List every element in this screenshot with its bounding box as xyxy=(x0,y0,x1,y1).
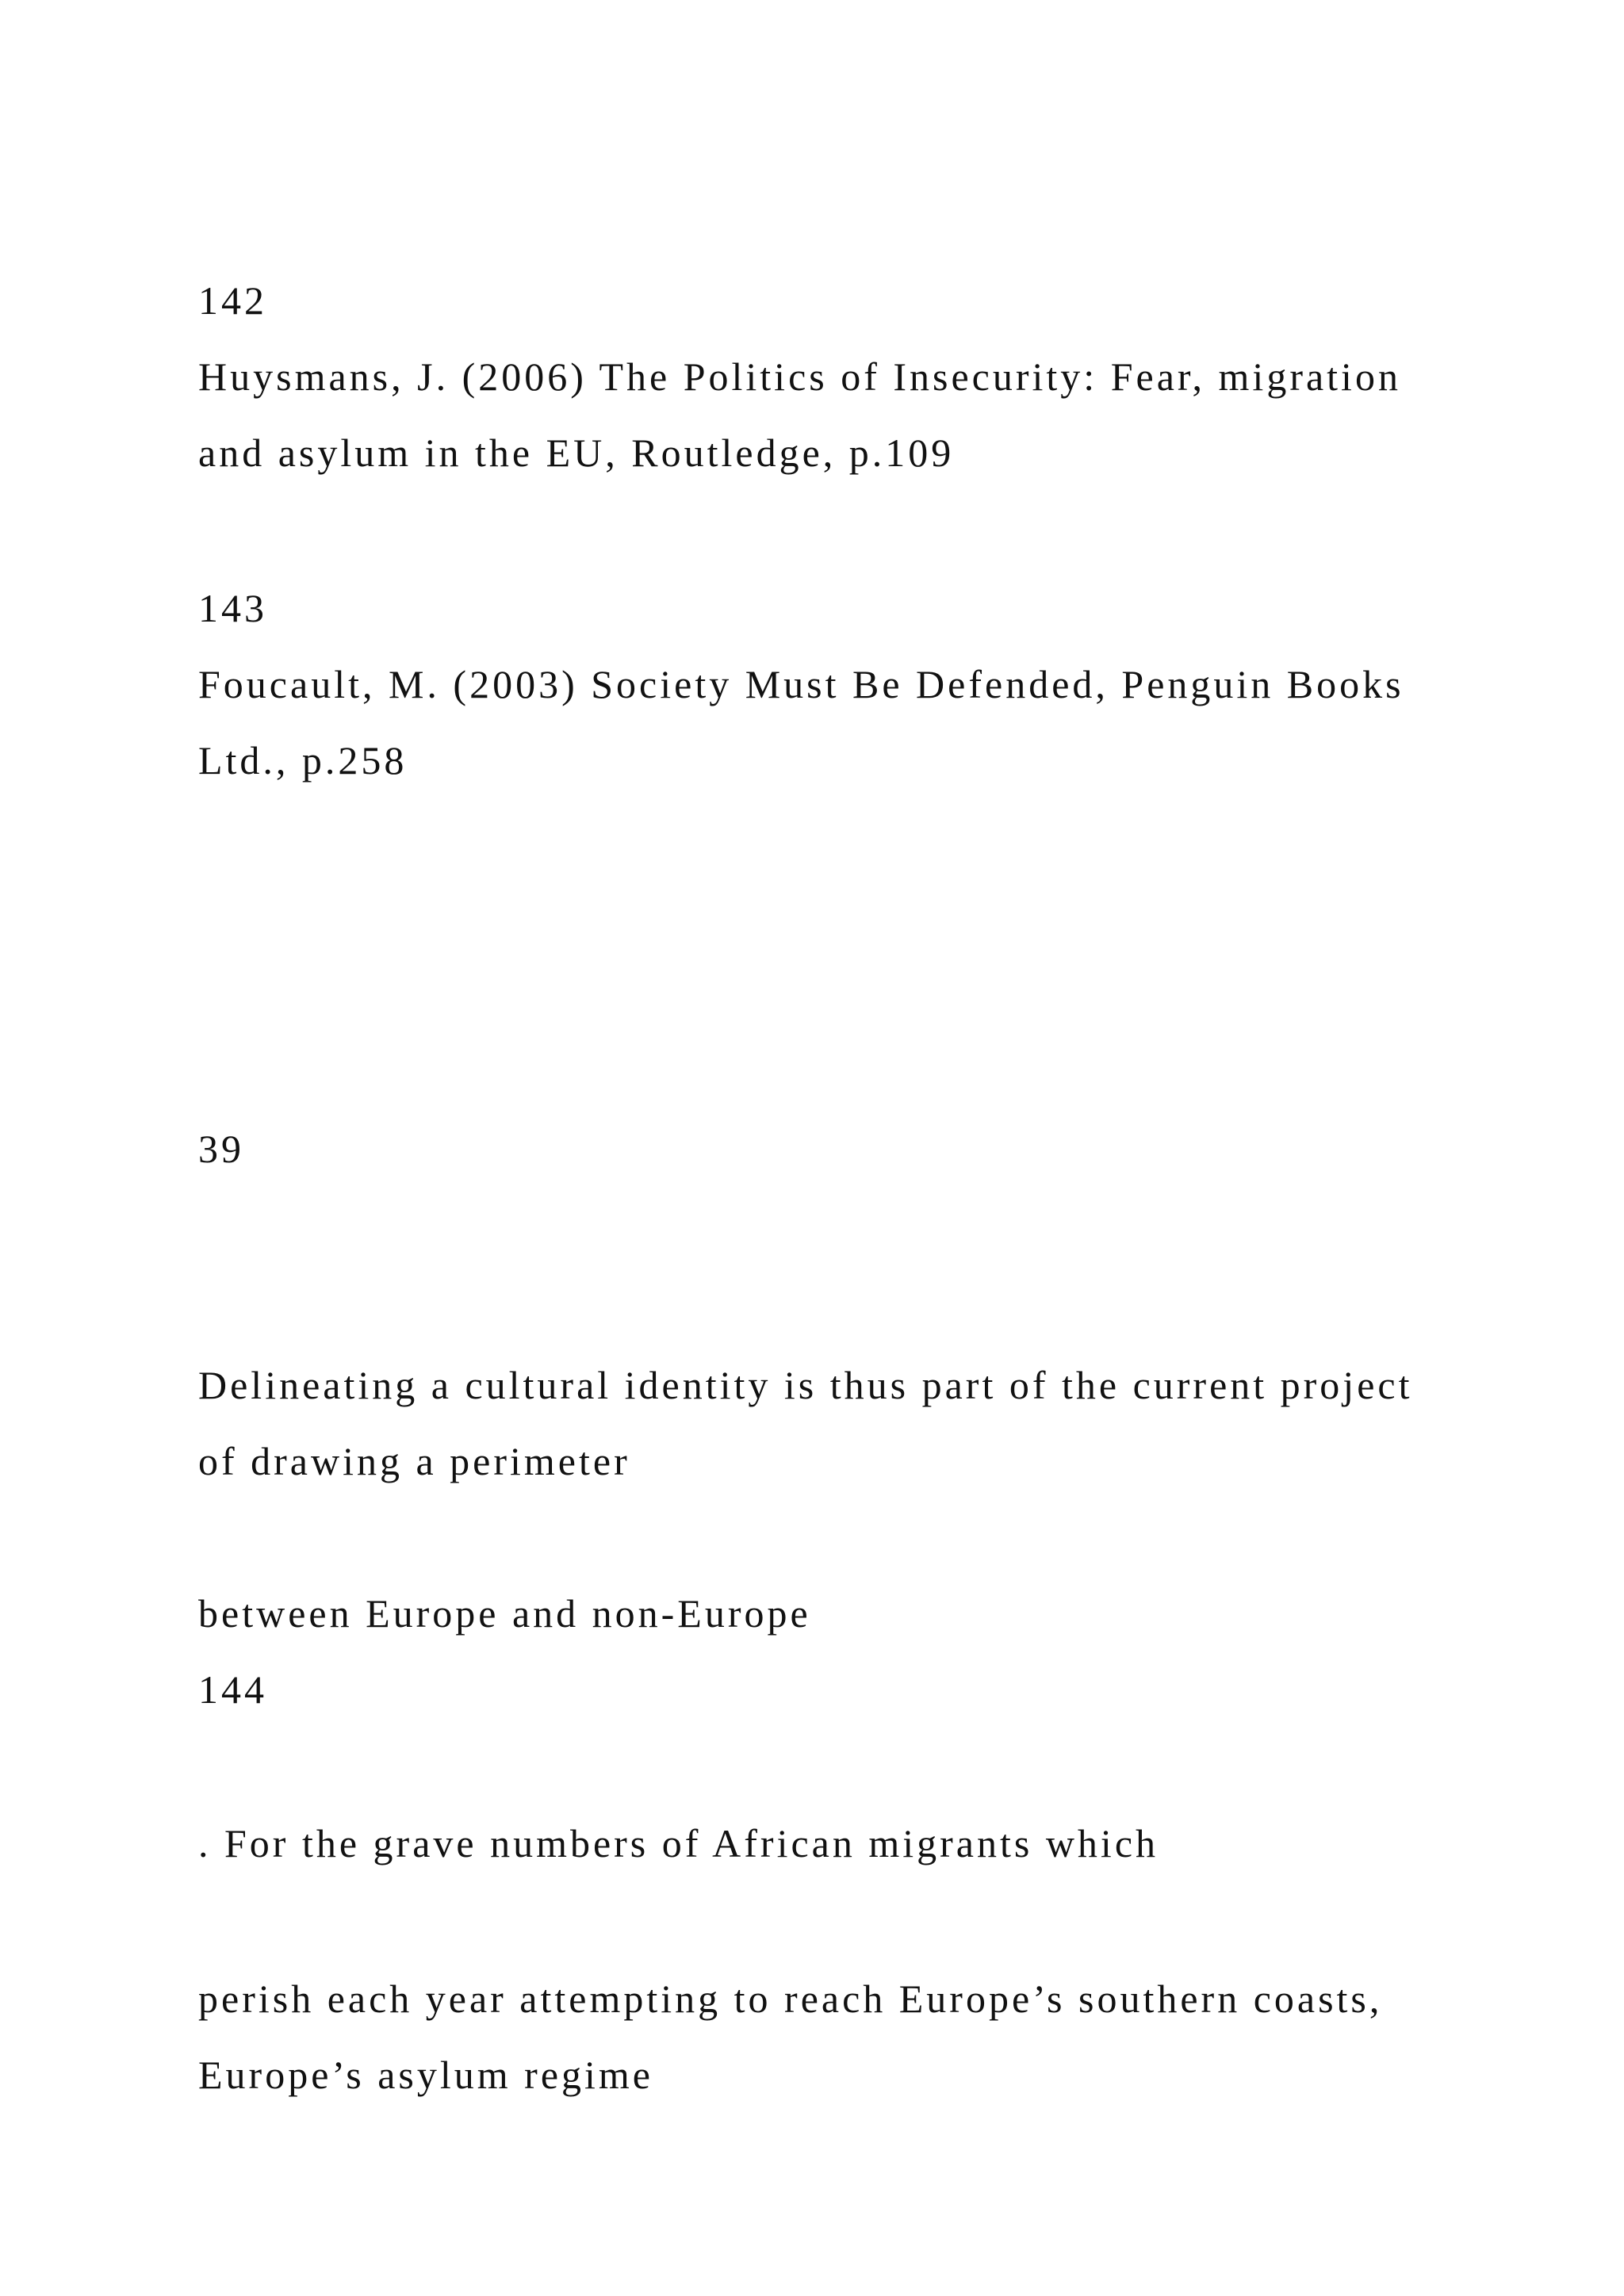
body-text-line: between Europe and non-Europe xyxy=(198,1591,811,1636)
body-text-line: of drawing a perimeter xyxy=(198,1439,630,1483)
footnote-reference-144: 144 xyxy=(198,1667,267,1712)
body-text-line: perish each year attempting to reach Europe’s southern coasts, xyxy=(198,1976,1383,2021)
page-number: 39 xyxy=(198,1127,244,1171)
footnote-142-line-2: and asylum in the EU, Routledge, p.109 xyxy=(198,430,955,475)
footnote-142-line-1: Huysmans, J. (2006) The Politics of Insecurity: Fear, migration xyxy=(198,354,1401,399)
body-text-line: Europe’s asylum regime xyxy=(198,2053,653,2097)
body-text-line: Delineating a cultural identity is thus part of the current project xyxy=(198,1363,1413,1407)
footnote-143-line-2: Ltd., p.258 xyxy=(198,738,408,783)
body-text-line: . For the grave numbers of African migrants which xyxy=(198,1821,1159,1866)
footnote-143-line-1: Foucault, M. (2003) Society Must Be Defended, Penguin Books xyxy=(198,662,1404,706)
footnote-number-143: 143 xyxy=(198,586,267,630)
footnote-number-142: 142 xyxy=(198,278,267,323)
